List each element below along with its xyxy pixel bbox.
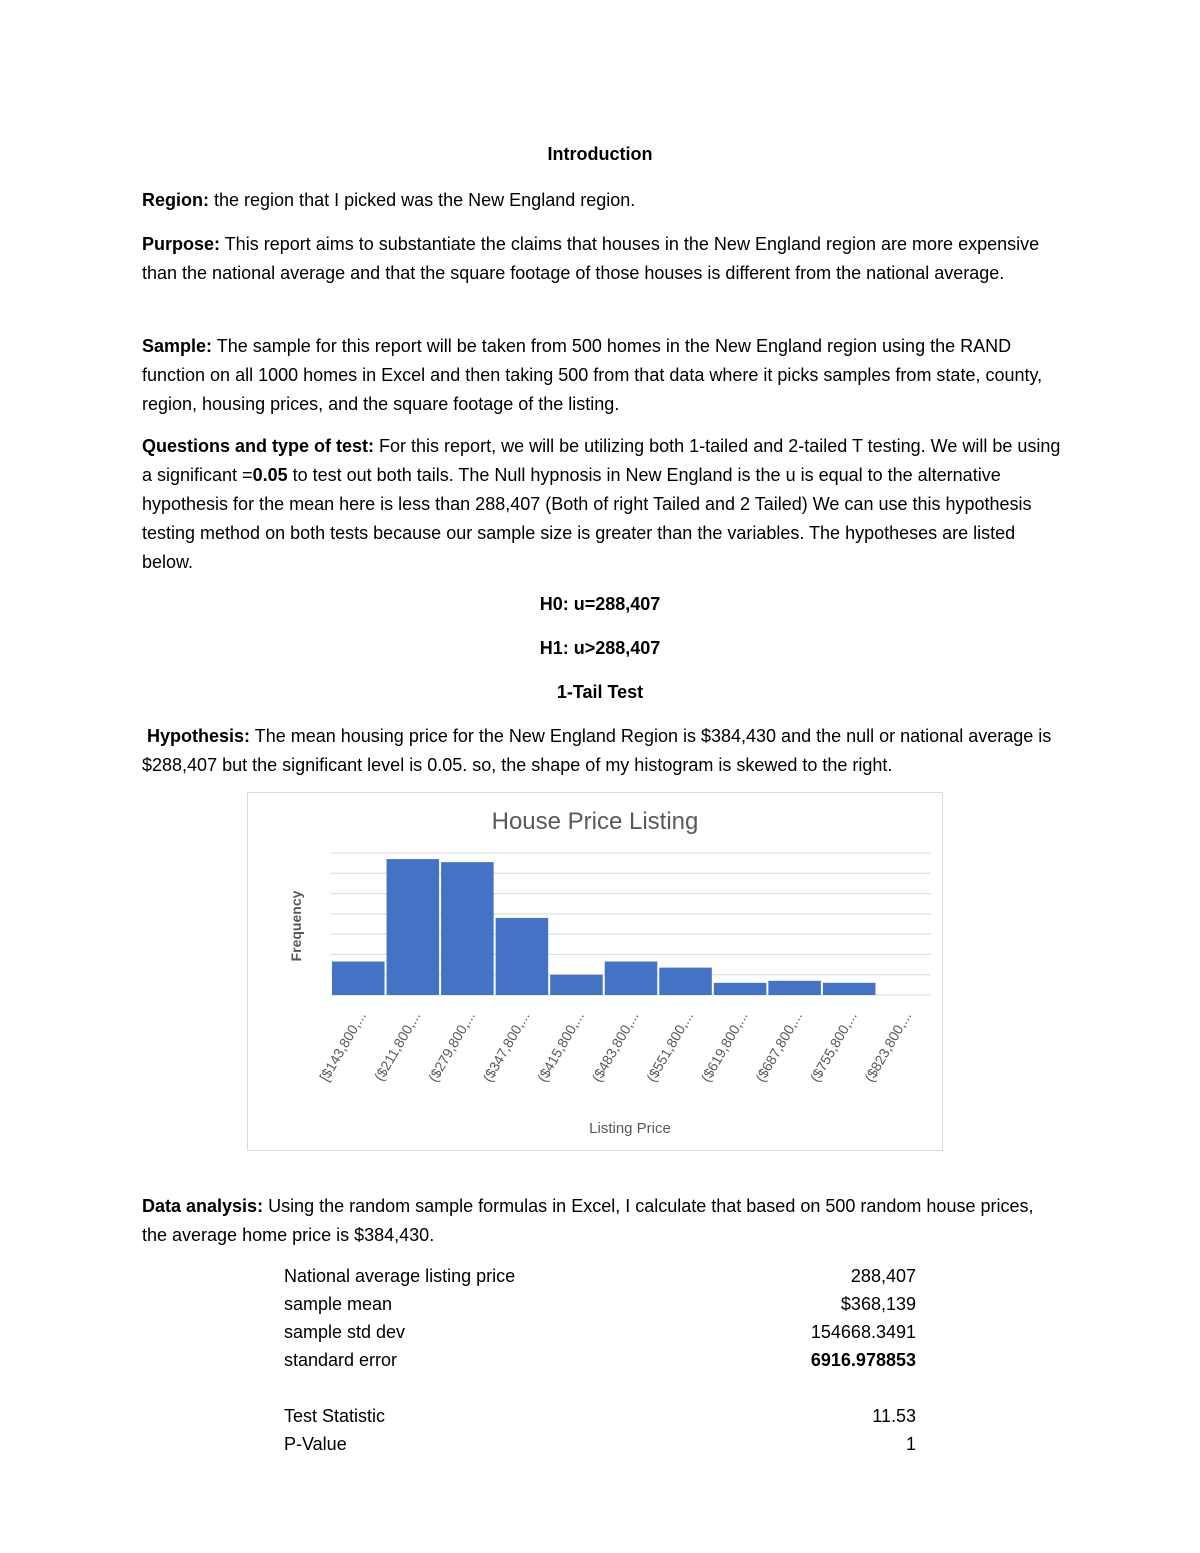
histogram-bar [823,983,876,995]
intro-heading: Introduction [547,144,653,164]
data-analysis-text: Using the random sample formulas in Excel, I calculate that based on 500 random house prices, the average home price is $384,430. [142,1196,1034,1245]
purpose-label: Purpose: [142,234,221,254]
questions-paragraph [142,432,1062,577]
stats-row [284,1346,916,1374]
data-analysis-paragraph [142,1192,1062,1250]
histogram-svg [248,793,942,1150]
alt-hypothesis: H1: u>288,407 [539,638,661,658]
histogram-bar [387,859,440,995]
tail-test-heading: 1-Tail Test [556,682,644,702]
stats-label: sample mean [284,1294,393,1314]
x-tick-label: ($755,800,... [806,1008,860,1085]
sample-paragraph [142,332,1062,419]
stats-label: National average listing price [284,1266,516,1286]
histogram-bar [550,975,603,995]
stats-row [284,1430,916,1458]
region-text: the region that I picked was the New England region. [209,190,636,210]
null-hypothesis: H0: u=288,407 [539,594,661,614]
histogram-bar [659,968,712,995]
x-tick-label: ($415,800,... [533,1008,588,1085]
histogram-bar [332,962,385,995]
histogram-bar [441,862,494,995]
x-tick-label: ($551,800,... [642,1008,697,1085]
purpose-text: This report aims to substantiate the claims that houses in the New England region are more expensive than the national average and that the square footage of those houses is different from the national average. [142,234,1040,283]
hypothesis-paragraph [142,722,1062,780]
stats-label: sample std dev [284,1322,406,1342]
x-axis-label: Listing Price [589,1120,671,1137]
histogram-bar [496,918,549,995]
x-tick-label: ($279,800,... [424,1008,478,1085]
x-tick-label: ($483,800,... [588,1008,642,1085]
sample-label: Sample: [142,336,213,356]
x-tick-label: ($211,800,... [370,1008,424,1084]
stats-label: standard error [284,1350,398,1370]
x-tick-label: ($687,800,... [752,1008,806,1085]
stats-value: 11.53 [872,1406,916,1426]
stats-value: 6916.978853 [810,1350,916,1370]
questions-text-a: For this report, we will be utilizing both 1-tailed and 2-tailed T testing. We will be using a significant = [142,436,1061,485]
x-tick-label: ($347,800,... [479,1008,533,1085]
histogram-chart [247,792,943,1151]
purpose-paragraph [142,230,1062,288]
stats-label: P-Value [284,1434,347,1454]
histogram-bar [768,981,821,995]
stats-value: 1 [905,1434,916,1454]
data-analysis-label: Data analysis: [142,1196,264,1216]
histogram-bar [714,983,767,995]
x-tick-label: ($823,800,... [861,1008,915,1085]
stats-value: 288,407 [850,1266,916,1286]
stats-table [284,1262,916,1458]
alpha-value: 0.05 [252,465,288,485]
hypothesis-label: Hypothesis: [147,726,251,746]
region-paragraph [142,186,1062,215]
region-label: Region: [142,190,209,210]
y-axis-label: Frequency [288,890,304,962]
stats-row [284,1402,916,1430]
stats-value: $368,139 [840,1294,916,1314]
sample-text: The sample for this report will be taken from 500 homes in the New England region using the RAND function on all 1000 homes in Excel and then taking 500 from that data where it picks samples from state, county, region, housing prices, and the square footage of the listing. [142,336,1043,414]
questions-label: Questions and type of test: [142,436,375,456]
hypothesis-text: The mean housing price for the New England Region is $384,430 and the null or national average is $288,407 but the significant level is 0.05. so, the shape of my histogram is skewed to the right. [142,726,1052,775]
chart-title: House Price Listing [491,808,699,835]
stats-row [284,1318,916,1346]
x-tick-label: [$143,800,... [316,1008,369,1084]
stats-value: 154668.3491 [810,1322,916,1342]
stats-row [284,1262,916,1290]
stats-row [284,1290,916,1318]
histogram-bar [605,962,658,995]
questions-text-b: to test out both tails. The Null hypnosis in New England is the u is equal to the alternative hypothesis for the mean here is less than 288,407 (Both of right Tailed and 2 Tailed) We can use this hypothesis testing method on both tests because our sample size is greater than the variables. The hypotheses are listed below. [142,465,1032,572]
stats-label: Test Statistic [284,1406,386,1426]
x-tick-label: ($619,800,... [697,1008,751,1085]
